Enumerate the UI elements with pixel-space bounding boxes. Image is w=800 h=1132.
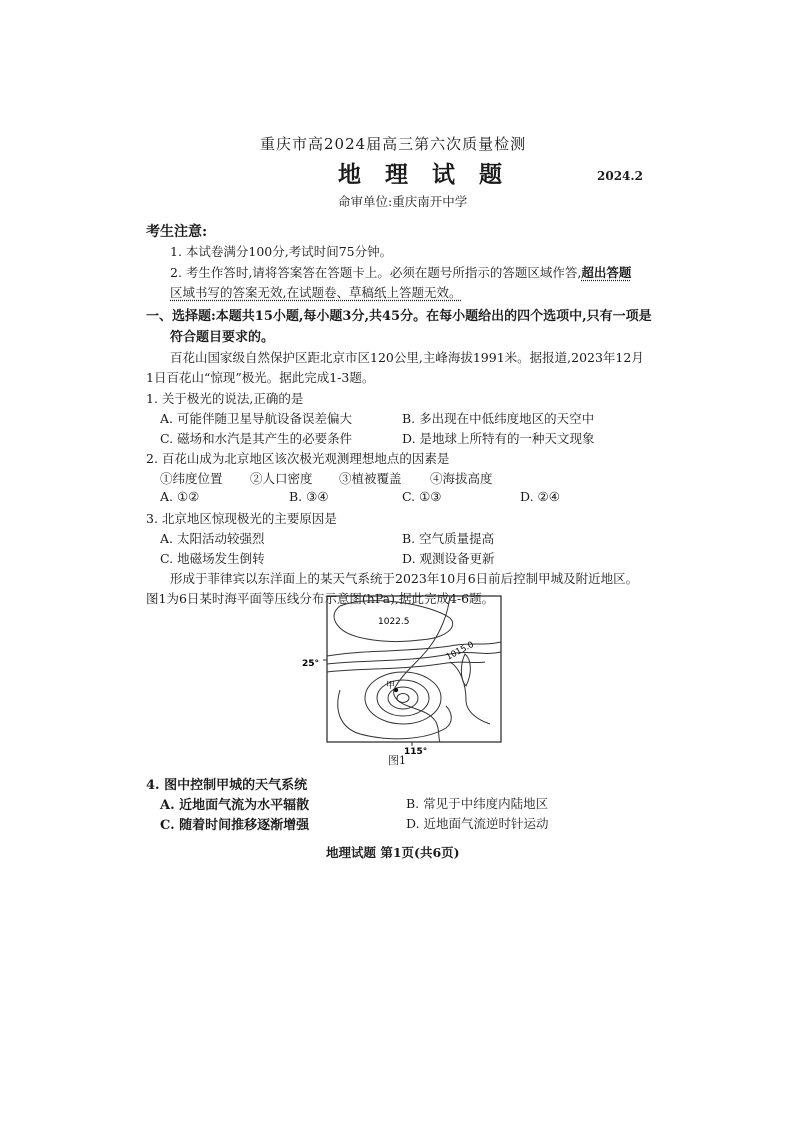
isobar-map-svg xyxy=(300,594,510,774)
notice-item-1: 1. 本试卷满分100分,考试时间75分钟。 xyxy=(170,244,393,259)
notice-item-2-text-a: 2. 考生作答时,请将答案答在答题卡上。必须在题号所指示的答题区域作答, xyxy=(170,265,582,280)
notice-item-2-text-c: 区域书写的答案无效,在试题卷、草稿纸上答题无效。 xyxy=(170,285,462,300)
isobar-label-mid: 1015.0 xyxy=(444,639,476,663)
passage-1-line-1: 百花山国家级自然保护区距北京市区120公里,主峰海拔1991米。据报道,2023年12月 xyxy=(170,350,644,365)
question-1-option-d: D. 是地球上所特有的一种天文现象 xyxy=(402,431,595,446)
question-1-option-c: C. 磁场和水汽是其产生的必要条件 xyxy=(160,431,353,446)
city-label: 甲 xyxy=(386,681,396,691)
figure-1-isobar-map xyxy=(300,594,510,774)
question-4-option-c: C. 随着时间推移逐渐增强 xyxy=(160,818,310,833)
question-3-stem: 3. 北京地区惊现极光的主要原因是 xyxy=(146,511,337,526)
map-frame xyxy=(327,596,501,742)
exam-title: 地 理 试 题 xyxy=(338,161,511,188)
notice-item-2 xyxy=(170,263,631,281)
question-1-option-b: B. 多出现在中低纬度地区的天空中 xyxy=(402,411,595,426)
question-4-stem: 4. 图中控制甲城的天气系统 xyxy=(146,778,308,793)
question-2-factor-2: ②人口密度 xyxy=(250,471,313,486)
question-2-option-a: A. ①② xyxy=(160,489,200,504)
notice-item-2-continued xyxy=(170,283,461,301)
question-2-factor-1: ①纬度位置 xyxy=(160,471,223,486)
question-2-option-c: C. ①③ xyxy=(402,489,442,504)
question-3-option-a: A. 太阳活动较强烈 xyxy=(160,531,265,546)
question-3-option-d: D. 观测设备更新 xyxy=(402,551,495,566)
isobar-label-high: 1022.5 xyxy=(378,617,410,627)
question-1-option-a: A. 可能伴随卫星导航设备误差偏大 xyxy=(160,411,352,426)
passage-2-line-2: 图1为6日某时海平面等压线分布示意图(hPa),据此完成4-6题。 xyxy=(146,591,495,606)
notice-item-2-emphasis: 超出答题 xyxy=(581,265,632,280)
longitude-label: 115° xyxy=(404,747,428,757)
question-4-option-d: D. 近地面气流逆时针运动 xyxy=(406,816,549,831)
isobar-outer xyxy=(338,690,451,739)
question-2-option-d: D. ②④ xyxy=(520,489,560,504)
isobar-ring xyxy=(377,680,429,716)
question-4-option-b: B. 常见于中纬度内陆地区 xyxy=(406,796,549,811)
page-footer: 地理试题 第1页(共6页) xyxy=(326,845,460,860)
question-3-option-c: C. 地磁场发生倒转 xyxy=(160,551,265,566)
question-1-stem: 1. 关于极光的说法,正确的是 xyxy=(146,391,304,406)
question-3-option-b: B. 空气质量提高 xyxy=(402,531,495,546)
passage-2-line-1: 形成于菲律宾以东洋面上的某天气系统于2023年10月6日前后控制甲城及附近地区。 xyxy=(170,571,639,586)
section-1-instruction: 一、选择题:本题共15小题,每小题3分,共45分。在每小题给出的四个选项中,只有一项是 xyxy=(146,309,652,324)
question-2-stem: 2. 百花山成为北京地区该次极光观测理想地点的因素是 xyxy=(146,451,450,466)
notice-heading: 考生注意: xyxy=(146,224,208,240)
exam-subtitle: 重庆市高2024届高三第六次质量检测 xyxy=(260,135,527,153)
setter-unit: 命审单位:重庆南开中学 xyxy=(338,194,468,209)
question-2-option-b: B. ③④ xyxy=(289,489,329,504)
isobar-ring-center xyxy=(397,694,409,703)
question-4-option-a: A. 近地面气流为水平辐散 xyxy=(160,798,310,813)
latitude-label: 25° xyxy=(302,659,320,669)
passage-1-line-2: 1日百花山“惊现”极光。据此完成1-3题。 xyxy=(146,370,375,385)
figure-1-caption: 图1 xyxy=(388,754,406,767)
section-1-instruction-cont: 符合题目要求的。 xyxy=(170,330,275,345)
question-2-factor-4: ④海拔高度 xyxy=(430,471,493,486)
question-2-factor-3: ③植被覆盖 xyxy=(339,471,402,486)
exam-date: 2024.2 xyxy=(597,169,643,183)
